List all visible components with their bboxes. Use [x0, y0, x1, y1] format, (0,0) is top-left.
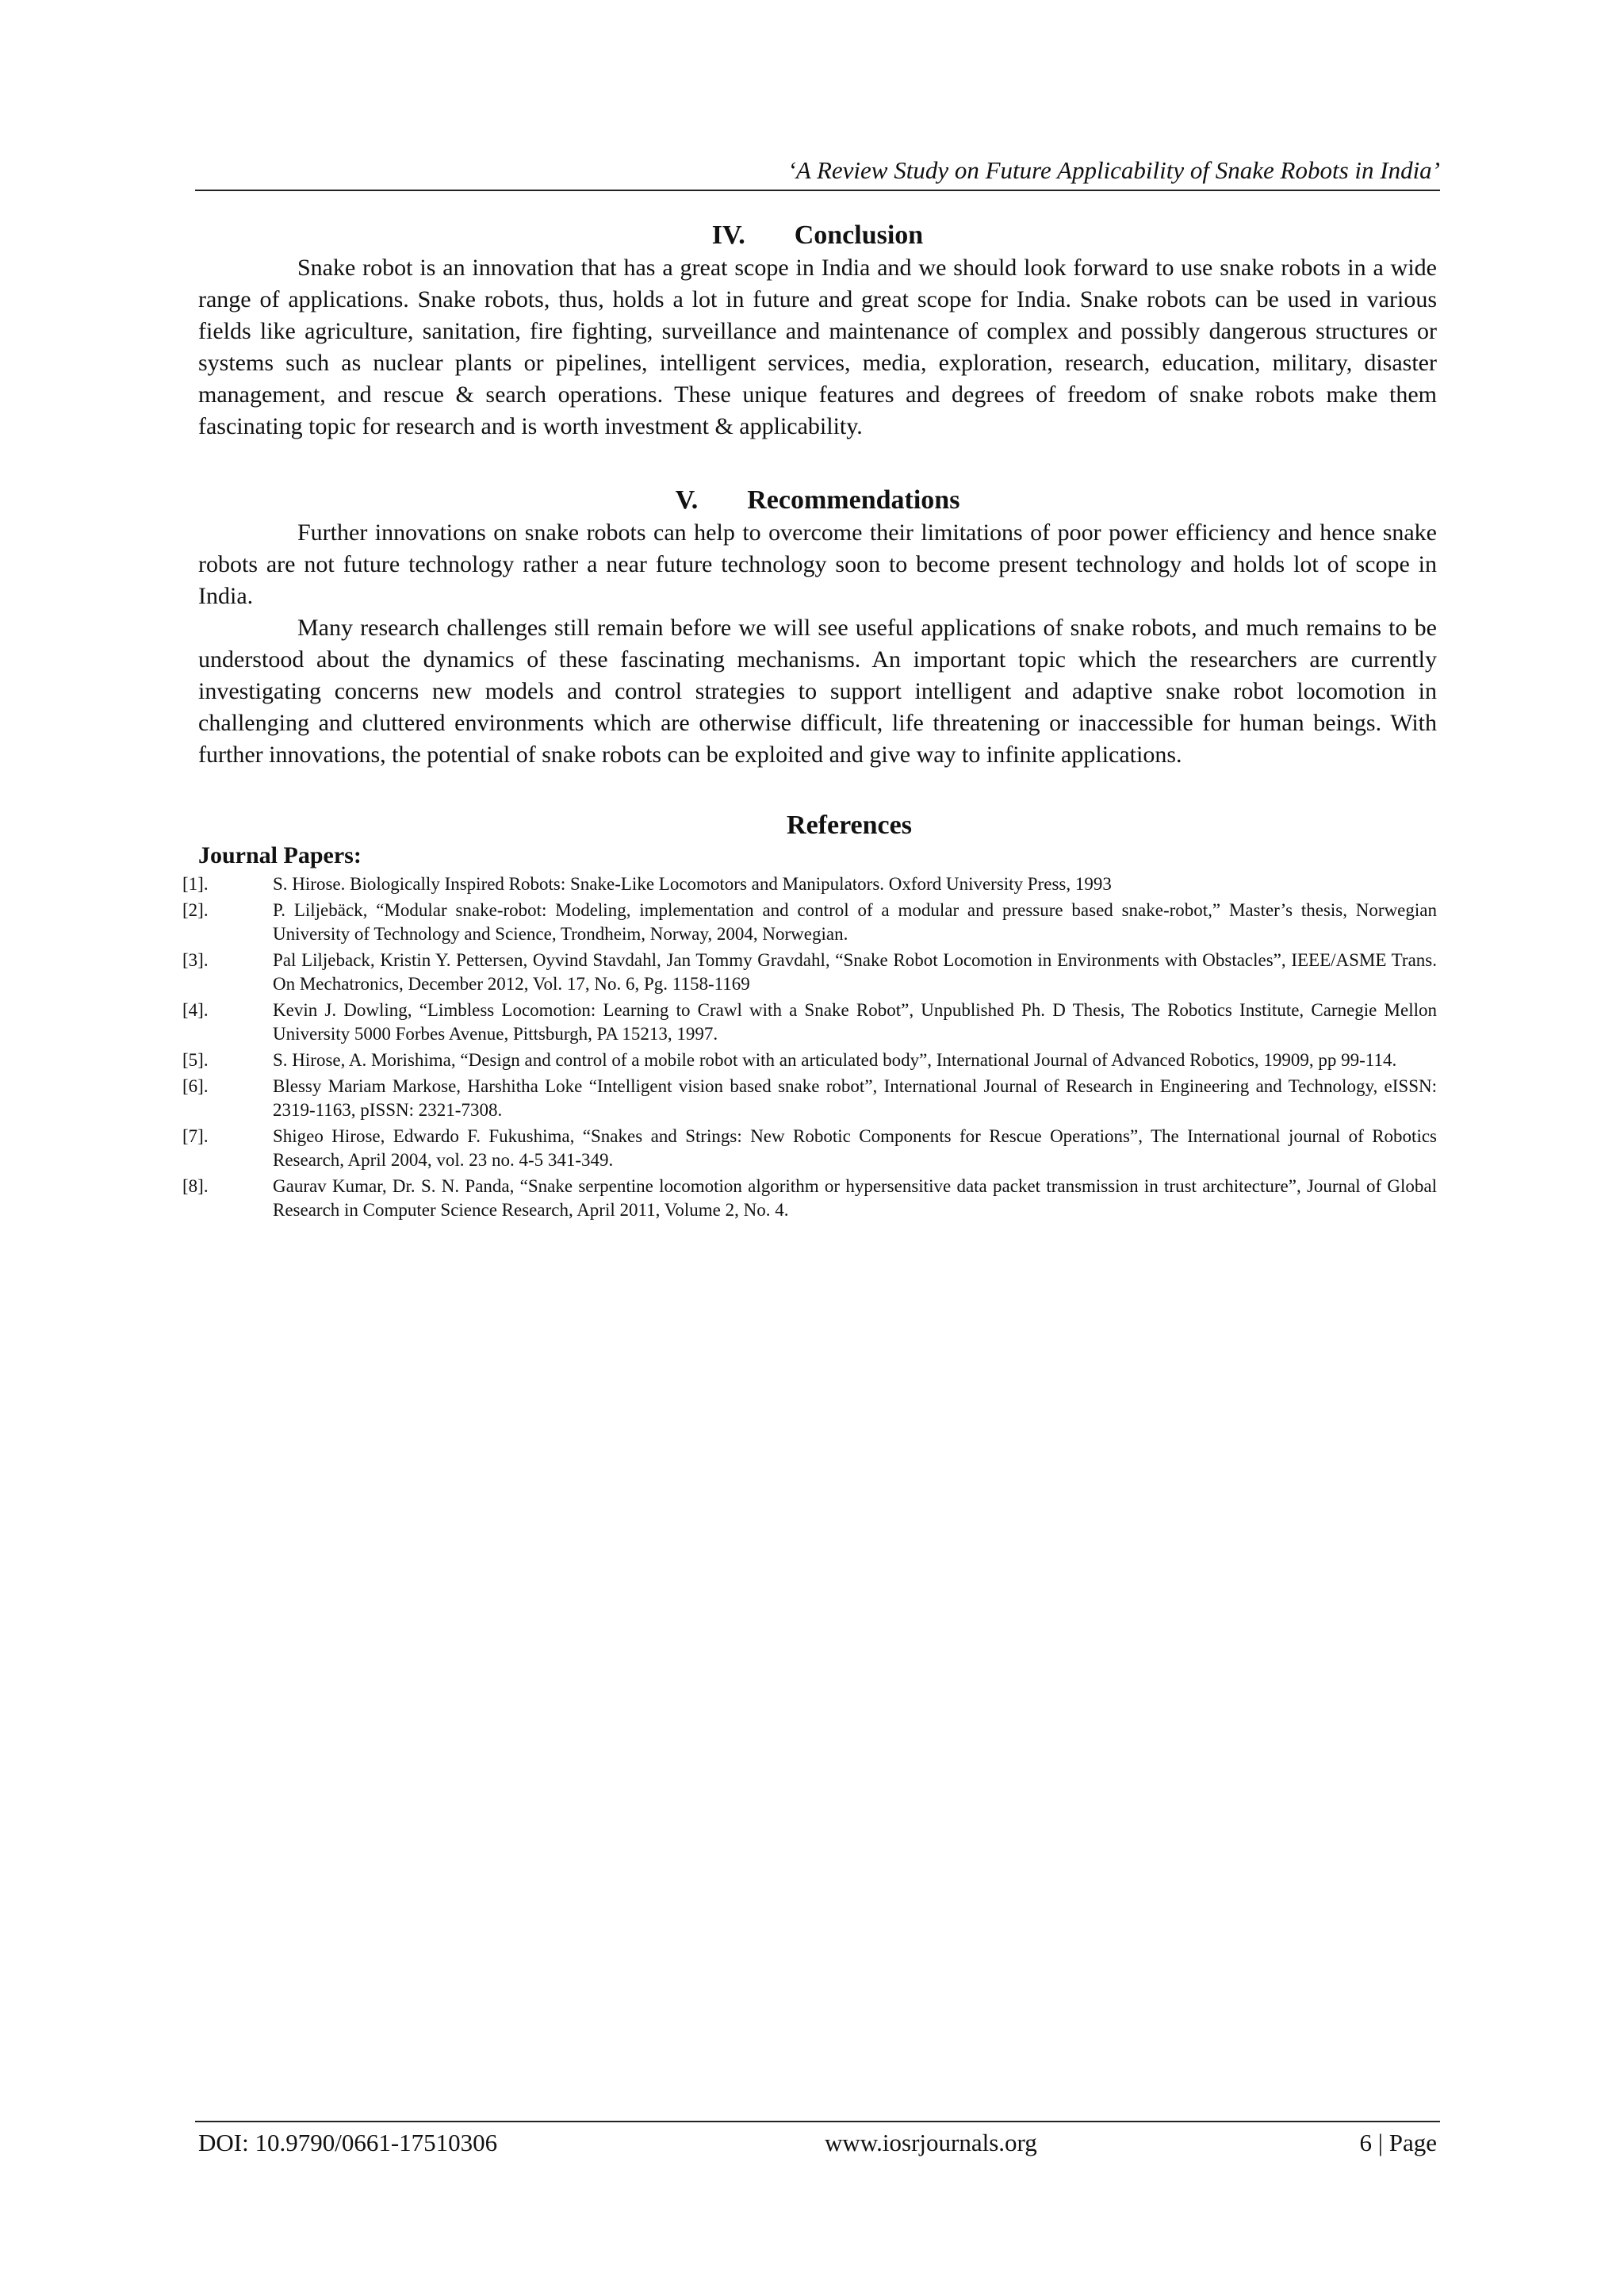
- section-heading: [198, 219, 1437, 252]
- reference-text: Kevin J. Dowling, “Limbless Locomotion: Learning to Crawl with a Snake Robot”, Unpublished Ph. D Thesis, The Robotics Institute, Carnegie Mellon University 5000 Forbes Avenue, Pittsburgh, PA 15213, 1997.: [273, 1000, 1437, 1044]
- section-recommendations: [198, 484, 1437, 771]
- paragraph: Further innovations on snake robots can help to overcome their limitations of poor power efficiency and hence snake robots are not future technology rather a near future technology soon to become present technology and holds lot of scope in India.: [198, 519, 1437, 609]
- reference-number: [2].: [182, 900, 209, 920]
- running-header: ‘A Review Study on Future Applicability of Snake Robots in India’: [787, 156, 1440, 184]
- page-body: [182, 219, 1437, 1225]
- reference-text: Gaurav Kumar, Dr. S. N. Panda, “Snake serpentine locomotion algorithm or hypersensitive data packet transmission in trust architecture”, Journal of Global Research in Computer Science Research, April 2011, Volume 2, No. 4.: [273, 1176, 1437, 1220]
- reference-item: [182, 872, 1437, 896]
- reference-text: Pal Liljeback, Kristin Y. Pettersen, Oyvind Stavdahl, Jan Tommy Gravdahl, “Snake Robot Locomotion in Environments with Obstacles”, IEEE/ASME Trans. On Mechatronics, December 2012, Vol. 17, No. 6, Pg. 1158-1169: [273, 950, 1437, 994]
- references-section: [182, 809, 1437, 1222]
- section-heading: [198, 484, 1437, 517]
- reference-number: [8].: [182, 1176, 209, 1196]
- references-title: References: [787, 811, 912, 840]
- reference-item: [182, 1075, 1437, 1122]
- section-title: Conclusion: [794, 220, 924, 250]
- journal-website: www.iosrjournals.org: [825, 2129, 1037, 2156]
- page-footer: [198, 2125, 1437, 2160]
- reference-item: [182, 1048, 1437, 1072]
- section-conclusion: [198, 219, 1437, 443]
- reference-text: Shigeo Hirose, Edwardo F. Fukushima, “Snakes and Strings: New Robotic Components for Rescue Operations”, The International journal of Robotics Research, April 2004, vol. 23 no. 4-5 341-349.: [273, 1126, 1437, 1170]
- reference-number: [7].: [182, 1126, 209, 1146]
- header-divider: [195, 190, 1440, 191]
- section-number: IV.: [711, 220, 745, 250]
- reference-number: [6].: [182, 1076, 209, 1096]
- reference-text: S. Hirose. Biologically Inspired Robots: Snake-Like Locomotors and Manipulators. Oxford University Press, 1993: [273, 874, 1112, 894]
- page-number: 6 | Page: [1359, 2129, 1437, 2156]
- section-number: V.: [675, 485, 699, 515]
- reference-item: [182, 899, 1437, 946]
- doi-text: DOI: 10.9790/0661-17510306: [198, 2129, 498, 2156]
- section-title: Recommendations: [747, 485, 960, 515]
- reference-item: [182, 949, 1437, 996]
- footer-divider: [195, 2121, 1440, 2122]
- reference-text: S. Hirose, A. Morishima, “Design and control of a mobile robot with an articulated body”, International Journal of Advanced Robotics, 19909, pp 99-114.: [273, 1050, 1397, 1070]
- paragraph: Many research challenges still remain before we will see useful applications of snake robots, and much remains to be understood about the dynamics of these fascinating mechanisms. An important topic which the researchers are currently investigating concerns new models and control strategies to support intelligent and adaptive snake robot locomotion in challenging and cluttered environments which are otherwise difficult, life threatening or inaccessible for human beings. With further innovations, the potential of snake robots can be exploited and give way to infinite applications.: [198, 615, 1437, 768]
- reference-item: [182, 1175, 1437, 1222]
- reference-number: [5].: [182, 1050, 209, 1070]
- reference-text: P. Liljebäck, “Modular snake-robot: Modeling, implementation and control of a modular and pressure based snake-robot,” Master’s thesis, Norwegian University of Technology and Science, Trondheim, Norway, 2004, Norwegian.: [273, 900, 1437, 944]
- paragraph: Snake robot is an innovation that has a great scope in India and we should look forward to use snake robots in a wide range of applications. Snake robots, thus, holds a lot in future and great scope for India. Snake robots can be used in various fields like agriculture, sanitation, fire fighting, surveillance and maintenance of complex and possibly dangerous structures or systems such as nuclear plants or pipelines, intelligent services, media, exploration, research, education, military, disaster management, and rescue & search operations. These unique features and degrees of freedom of snake robots make them fascinating topic for research and is worth investment & applicability.: [198, 255, 1437, 439]
- reference-text: Blessy Mariam Markose, Harshitha Loke “Intelligent vision based snake robot”, International Journal of Research in Engineering and Technology, eISSN: 2319-1163, pISSN: 2321-7308.: [273, 1076, 1437, 1120]
- reference-number: [4].: [182, 1000, 209, 1020]
- reference-list: [182, 872, 1437, 1222]
- reference-item: [182, 999, 1437, 1046]
- reference-item: [182, 1125, 1437, 1172]
- references-subheading: Journal Papers:: [198, 842, 362, 868]
- reference-number: [1].: [182, 874, 209, 894]
- reference-number: [3].: [182, 950, 209, 970]
